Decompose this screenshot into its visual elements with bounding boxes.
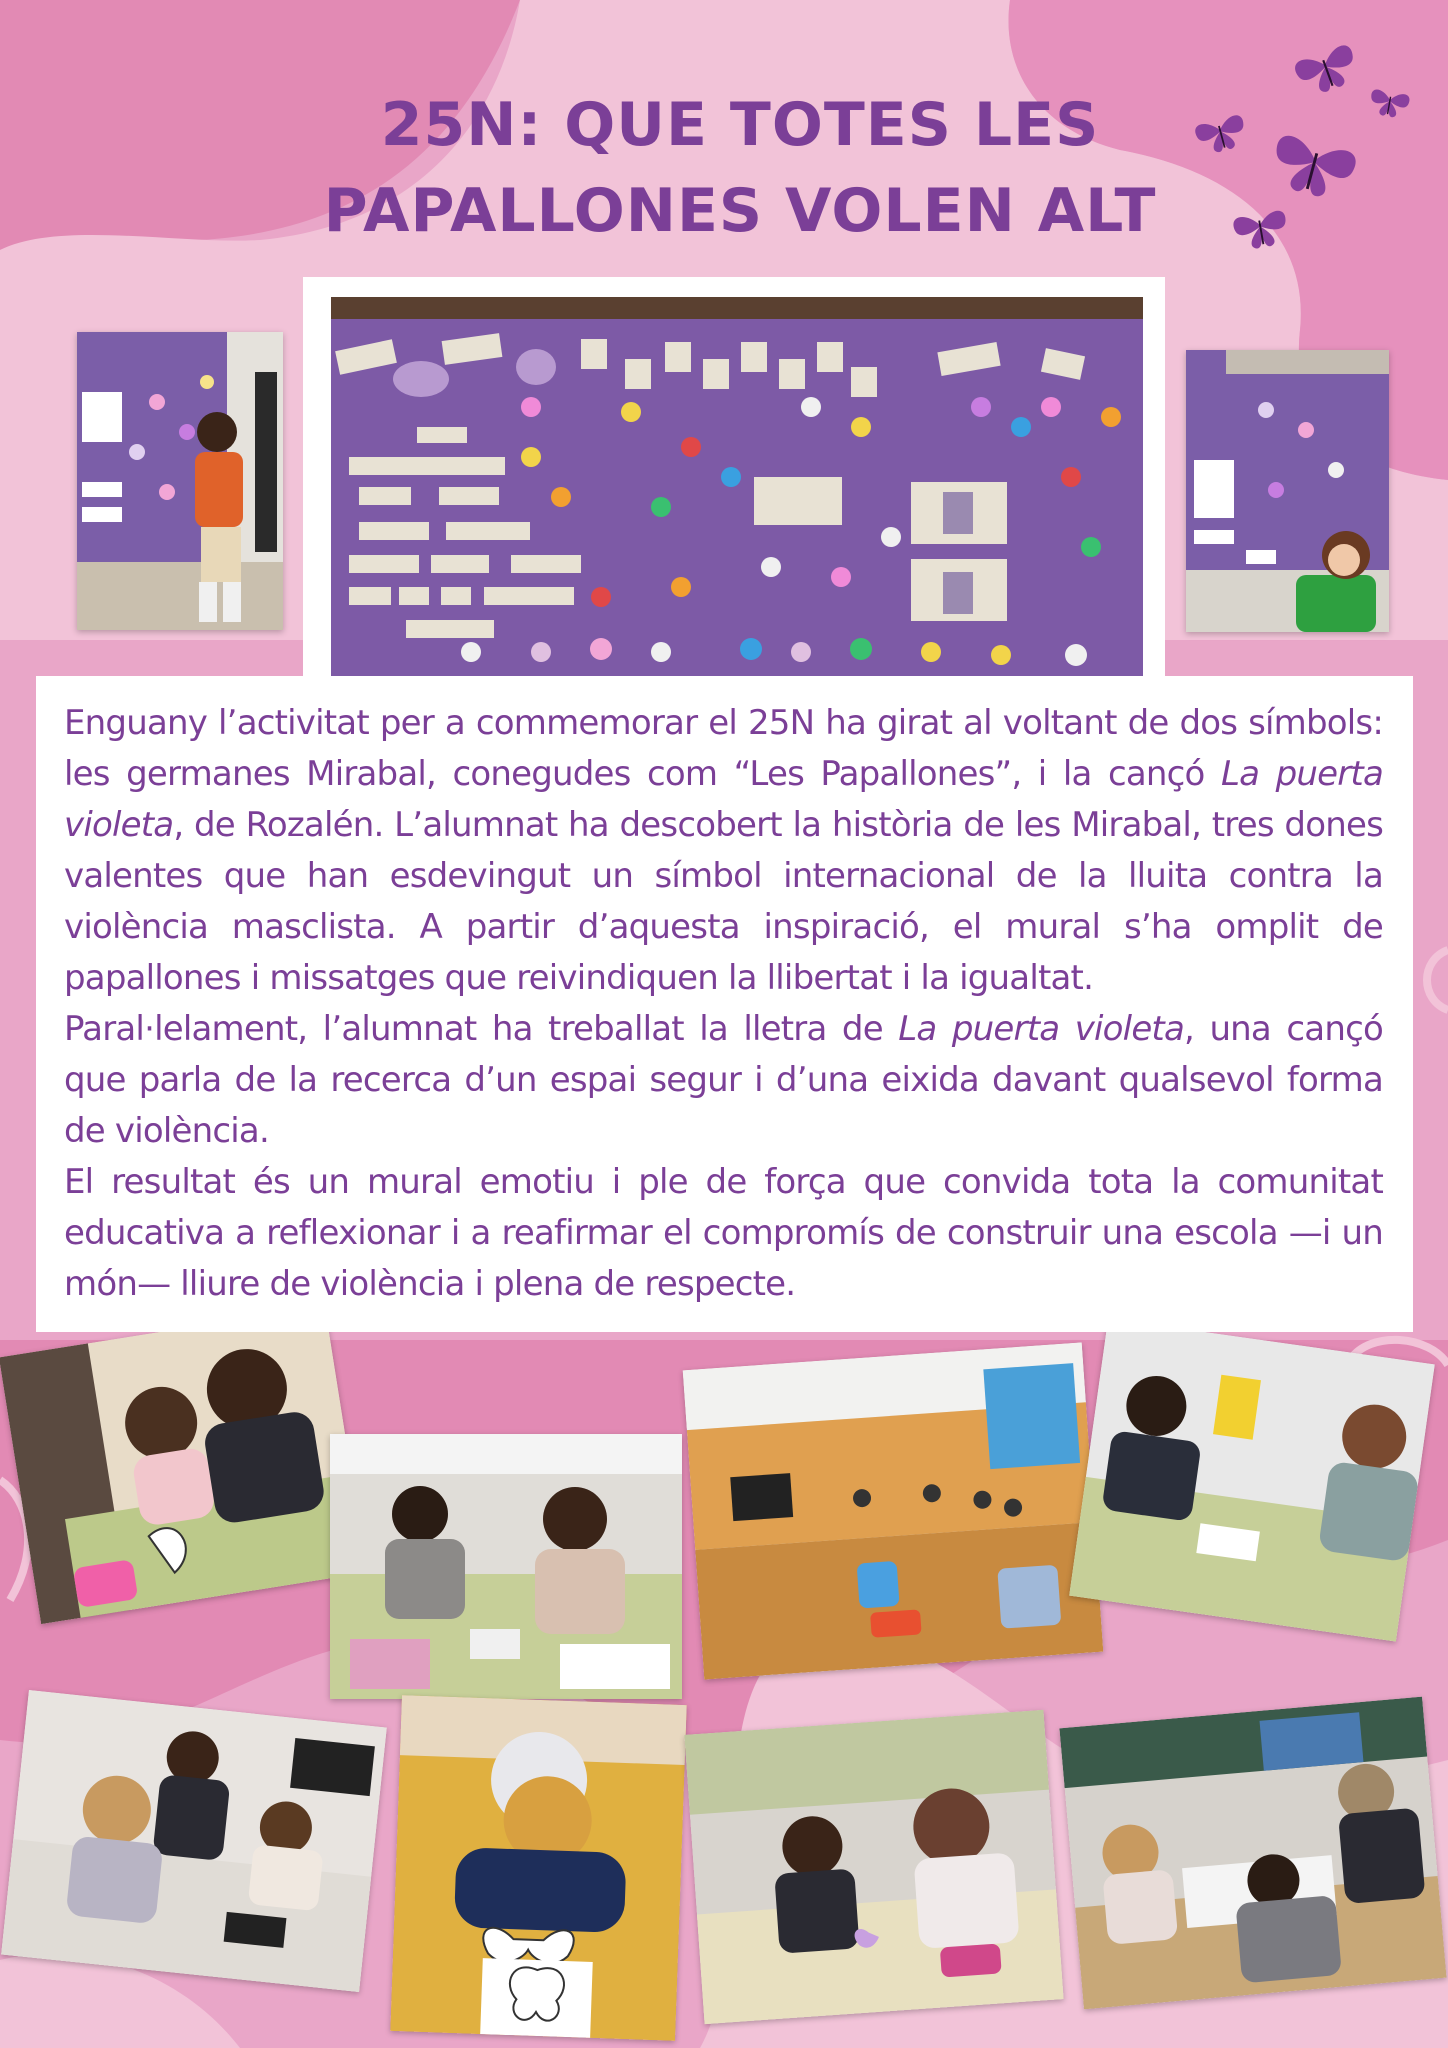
paragraph-1-text-end: , de Rozalén. L’alumnat ha descobert la història de les Mirabal, tres dones valentes que han esdevingut un símbol internacional de la lluita contra la violència masclista. A partir d’aquesta inspiració, el mural s’ha omplit de papallones i missatges que reivindiquen la llibertat i la igualtat. (64, 805, 1383, 998)
paragraph-2 (64, 1004, 1383, 1157)
photo-children-drawing-2 (330, 1434, 682, 1699)
paragraph-1-text: Enguany l’activitat per a commemorar el 25N ha girat al voltant de dos símbols: les germanes Mirabal, conegudes com “Les Papallones”, i la cançó (64, 703, 1383, 794)
photo-children-drawing-6 (1059, 1697, 1446, 2010)
photo-children-drawing-5 (684, 1710, 1063, 2024)
page-title (250, 82, 1230, 254)
mural-photo-frame (303, 277, 1165, 697)
butterfly-icon (1267, 133, 1358, 204)
butterfly-icon (1232, 209, 1290, 251)
photo-girl-at-mural (1186, 350, 1389, 632)
butterfly-icon (1368, 89, 1410, 120)
photo-mural (331, 297, 1143, 685)
paragraph-3: El resultat és un mural emotiu i ple de força que convida tota la comunitat educativa a reflexionar i a reafirmar el compromís de construir una escola —i un món— lliure de violència i plena de respecte. (64, 1162, 1383, 1304)
song-title-italic: La puerta violeta (64, 754, 1383, 845)
photo-boy-at-mural (77, 332, 283, 630)
photo-children-drawing-4 (1, 1690, 387, 1992)
photo-classroom-assembly (683, 1342, 1104, 1679)
butterfly-icon (1194, 114, 1249, 157)
title-line-2: PAPALLONES VOLEN ALT (323, 176, 1157, 246)
title-line-1: 25N: QUE TOTES LES (380, 90, 1100, 160)
butterfly-icon (1293, 43, 1362, 99)
song-title-italic: La puerta violeta (898, 1009, 1184, 1049)
article-text-box (36, 676, 1413, 1332)
photo-boy-drawing-butterfly (390, 1695, 687, 2041)
paragraph-2-text: Paral·lelament, l’alumnat ha treballat la lletra de (64, 1009, 899, 1049)
photo-children-drawing-1 (0, 1306, 367, 1624)
paragraph-2-text-end: , una cançó que parla de la recerca d’un espai segur i d’una eixida davant qualsevol forma de violència. (64, 1009, 1383, 1151)
butterflies-decoration (1180, 20, 1440, 260)
paragraph-1 (64, 698, 1383, 1004)
photo-children-drawing-3 (1069, 1318, 1435, 1641)
